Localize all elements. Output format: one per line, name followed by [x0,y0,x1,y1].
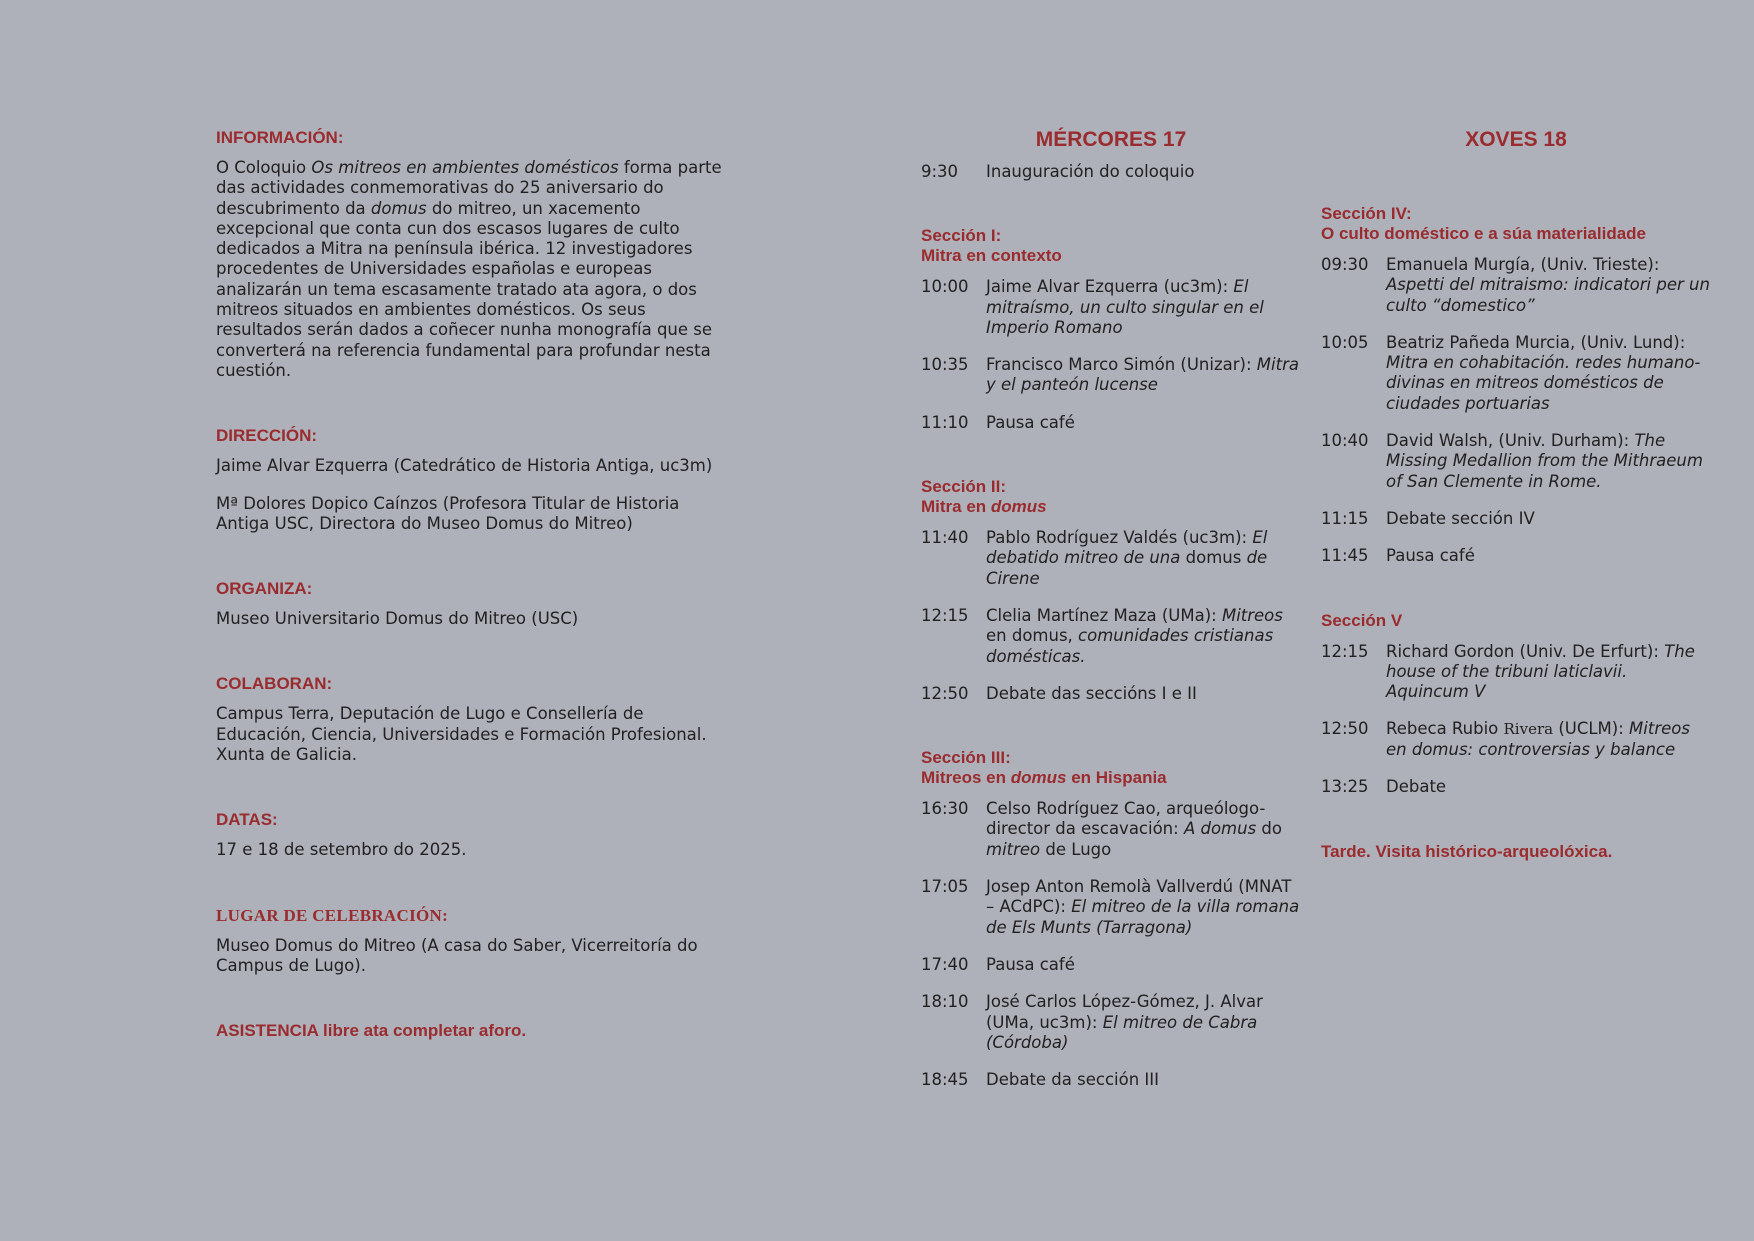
item-author-serif: Rivera [1503,720,1554,739]
datas-section [216,810,736,860]
datas-text: 17 e 18 de setembro do 2025. [216,840,467,860]
info-text [216,158,736,381]
item-title: El mitreo de la villa romana de Els Munts (Tarragona) [986,897,1300,937]
item-title: El mitraísmo, un culto singular en el Imperio Romano [986,277,1264,337]
item-text: Pausa café [986,412,1075,432]
item-text [1386,333,1711,414]
schedule-item [1321,509,1711,529]
item-title-roman: domus [1180,548,1247,568]
day1-column [921,128,1301,1107]
director-2: Mª Dolores Dopico Caínzos (Profesora Titular de Historia Antiga USC, Directora do Museo Domus do Mitreo) [216,493,680,533]
item-author: Pablo Rodríguez Valdés (uc3m): [986,528,1253,548]
item-author: Celso Rodríguez Cao, arqueólogo-director da escavación: [986,799,1266,839]
item-text [986,355,1301,396]
item-text [986,992,1301,1053]
item-title: Mitreos en domus: controversias y balance [1386,719,1690,759]
section-4-title: Sección IV: [1321,204,1412,223]
item-time: 9:30 [921,162,959,181]
info-text-domus: domus [370,198,427,218]
section-2-subtitle-italic: domus [990,497,1047,517]
item-title: El mitreo de Cabra (Córdoba) [986,1012,1258,1052]
item-title: Aspetti del mitraismo: indicatori per un culto “domestico” [1386,275,1710,315]
item-text: Inauguración do coloquio [986,162,1195,181]
schedule-item [921,955,1301,975]
info-text-post: do mitreo, un xacemento excepcional que conta cun dos escasos lugares de culto dedicados a Mitra na península ibérica. 12 investigadores procedentes de Universidades españolas e europeas analizarán un tema escasamente tratado ata agora, o dos mitreos situados en ambientes domésticos. Os seus resultados serán dados a coñecer nunha monografía que se converterá na referencia fundamental para profundar nesta cuestión. [216,198,713,380]
item-time: 09:30 [1321,255,1369,274]
info-column [216,128,736,1041]
item-time: 16:30 [921,799,969,819]
schedule-item [921,1070,1301,1090]
asistencia-note: ASISTENCIA libre ata completar aforo. [216,1021,527,1041]
item-text [986,277,1301,338]
direccion-label: DIRECCIÓN: [216,426,318,446]
day2-column [1321,128,1711,862]
schedule-item [921,277,1301,338]
item-time: 17:05 [921,877,969,897]
item-time: 18:45 [921,1070,969,1090]
item-time: 13:25 [1321,777,1369,797]
item-text: Pausa café [986,954,1075,974]
item-time: 12:50 [1321,719,1369,739]
item-time: 12:15 [921,605,969,625]
item-time: 12:15 [1321,641,1369,661]
section-3-subtitle-post: en Hispania [1066,768,1167,788]
section-4-subtitle: O culto doméstico e a súa materialidade [1321,224,1646,243]
section-2-subtitle-pre: Mitra en [921,497,991,517]
item-text [1386,431,1711,492]
colloquium-title: Os mitreos en ambientes domésticos [311,158,619,177]
organiza-text: Museo Universitario Domus do Mitreo (USC) [216,609,579,629]
item-title: Mitreos [1221,605,1283,625]
schedule-item [1321,777,1711,797]
schedule-item [921,528,1301,589]
item-title: comunidades cristianas domésticas. [986,626,1274,666]
section-3-subtitle-italic: domus [1010,768,1067,788]
item-time: 10:35 [921,355,969,375]
item-title-roman: do [1256,819,1283,839]
section-1-subtitle: Mitra en contexto [921,246,1062,266]
colaboran-text: Campus Terra, Deputación de Lugo e Consellería de Educación, Ciencia, Universidades e Formación Profesional. Xunta de Galicia. [216,704,707,765]
item-title-roman: de Lugo [1040,839,1112,859]
info-text-pre: O Coloquio [216,158,312,177]
afternoon-visit: Tarde. Visita histórico-arqueolóxica. [1321,842,1613,862]
item-text [986,799,1301,860]
item-text: Debate [1386,777,1447,797]
schedule-item [921,877,1301,938]
item-text [1386,642,1711,703]
section-1-title: Sección I: [921,226,1002,246]
director-1: Jaime Alvar Ezquerra (Catedrático de Historia Antiga, uc3m) [216,456,713,476]
info-section [216,128,736,381]
item-time: 12:50 [921,683,969,703]
colaboran-label: COLABORAN: [216,674,333,694]
item-time: 11:40 [921,528,969,548]
item-time: 10:40 [1321,431,1369,451]
schedule-item [921,606,1301,667]
item-author: (UCLM): [1553,719,1630,739]
organiza-label: ORGANIZA: [216,579,313,599]
schedule-item [1321,642,1711,703]
item-author: Beatriz Pañeda Murcia, (Univ. Lund): [1386,332,1686,352]
schedule-item [1321,431,1711,492]
item-text: Debate das seccións I e II [986,683,1197,703]
item-text [986,606,1301,667]
schedule-item [921,992,1301,1053]
item-author: Josep Anton Remolà Vallverdú (MNAT – ACdPC): [986,877,1292,917]
section-1-heading [921,226,1301,266]
info-label: INFORMACIÓN: [216,128,344,147]
item-author: David Walsh, (Univ. Durham): [1386,431,1635,451]
item-title: A domus [1183,819,1257,839]
item-title: Mitra en cohabitación. redes humano-divinas en mitreos domésticos de ciudades portuarias [1386,353,1701,413]
section-5-title: Sección V [1321,610,1403,630]
item-author: Emanuela Murgía, (Univ. Trieste): [1386,255,1660,274]
item-author: Francisco Marco Simón (Unizar): [986,355,1257,375]
lugar-label: LUGAR DE CELEBRACIÓN: [216,905,449,925]
direccion-section [216,426,736,534]
item-title: The Missing Medallion from the Mithraeum of San Clemente in Rome. [1386,431,1703,491]
item-time: 11:15 [1321,508,1369,528]
item-text [986,877,1301,938]
section-5-heading [1321,611,1711,631]
schedule-item [1321,546,1711,566]
item-time: 11:10 [921,412,969,432]
item-author: Jaime Alvar Ezquerra (uc3m): [986,277,1234,297]
item-text: Pausa café [1386,546,1475,566]
item-time: 10:05 [1321,332,1369,352]
schedule-item [1321,333,1711,414]
schedule-item [921,684,1301,704]
section-2-title: Sección II: [921,477,1007,497]
schedule-item [921,413,1301,433]
info-text-mid: forma parte das actividades conmemorativas do 25 aniversario do descubrimento da [216,158,722,218]
item-author: Rebeca Rubio [1386,719,1504,739]
schedule-item [921,162,1301,182]
schedule-item [1321,719,1711,760]
section-3-subtitle-pre: Mitreos en [921,768,1011,788]
item-time: 17:40 [921,954,969,974]
item-time: 18:10 [921,992,969,1012]
section-3-subtitle [921,768,1301,788]
schedule-item [921,355,1301,396]
item-author: Richard Gordon (Univ. De Erfurt): [1386,641,1665,661]
item-text: Debate da sección III [986,1070,1160,1090]
colaboran-section [216,674,736,765]
item-text: Debate sección IV [1386,508,1535,528]
day1-title: MÉRCORES 17 [1035,128,1187,151]
item-time: 10:00 [921,277,969,297]
organiza-section [216,579,736,629]
section-2-subtitle [921,497,1301,517]
section-3-heading [921,748,1301,788]
item-text [1386,255,1711,316]
item-author: José Carlos López-Gómez, J. Alvar (UMa, uc3m): [986,992,1263,1032]
item-title: The house of the tribuni laticlavii. Aquincum V [1386,641,1695,702]
section-4-heading [1321,204,1711,244]
section-3-title: Sección III: [921,748,1011,768]
item-time: 11:45 [1321,546,1369,566]
day2-title: XOVES 18 [1465,128,1567,151]
schedule-item [1321,255,1711,316]
lugar-text: Museo Domus do Mitreo (A casa do Saber, Vicerreitoría do Campus de Lugo). [216,935,698,975]
item-title: de Cirene [986,548,1268,588]
item-title: Mitra y el panteón lucense [986,355,1299,395]
item-text [986,528,1301,589]
section-2-heading [921,477,1301,517]
datas-label: DATAS: [216,810,278,830]
lugar-section [216,906,736,977]
item-title-roman: en domus, [986,626,1079,646]
item-title: El debatido mitreo de una [986,528,1268,568]
schedule-item [921,799,1301,860]
item-author: Clelia Martínez Maza (UMa): [986,605,1222,625]
item-text [1386,719,1711,760]
item-title: mitreo [986,839,1041,859]
